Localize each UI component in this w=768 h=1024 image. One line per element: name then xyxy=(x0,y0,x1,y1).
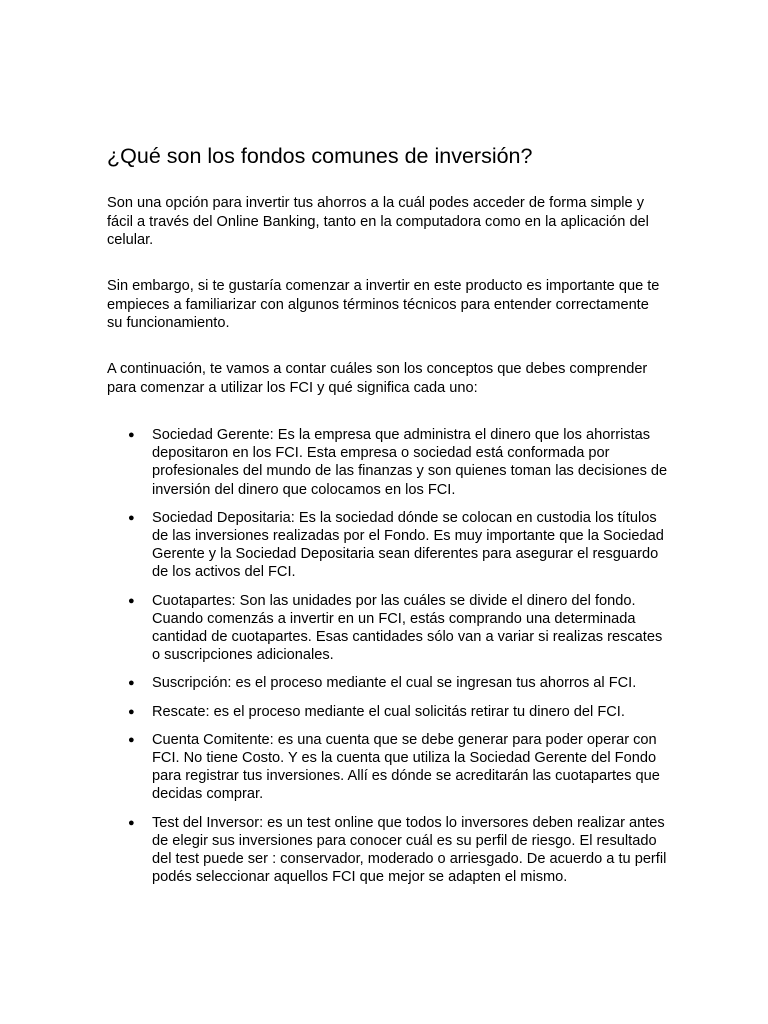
list-item-text: Suscripción: es el proceso mediante el cual se ingresan tus ahorros al FCI. xyxy=(152,675,637,692)
list-item-text: Cuotapartes: Son las unidades por las cuáles se divide el dinero del fondo. Cuando comenzás a invertir en un FCI, estás comprando una determinada cantidad de cuotapartes. Esas cantidades sólo van a variar si realizas rescates o suscripciones adicionales. xyxy=(152,592,663,664)
list-item-cuotapartes xyxy=(128,592,668,665)
bullet-icon: ● xyxy=(128,594,135,607)
bullet-icon: ● xyxy=(128,677,135,690)
list-item-text: Test del Inversor: es un test online que todos lo inversores deben realizar antes de elegir sus inversiones para conocer cuál es su perfil de riesgo. El resultado del test puede ser : conservador, moderado o arriesgado. De acuerdo a tu perfil podés seleccionar aquellos FCI que mejor se adapten el mismo. xyxy=(152,814,667,886)
bullet-icon: ● xyxy=(128,733,135,746)
intro-paragraph: Son una opción para invertir tus ahorros a la cuál podes acceder de forma simple y fácil a través del Online Banking, tanto en la computadora como en la aplicación del celular. xyxy=(107,195,649,248)
list-item-test-del-inversor xyxy=(128,814,668,887)
list-item-text: Sociedad Depositaria: Es la sociedad dónde se colocan en custodia los títulos de las inversiones realizadas por el Fondo. Es muy importante que la Sociedad Gerente y la Sociedad Depositaria sean diferentes para asegurar el resguardo de los activos del FCI. xyxy=(152,509,664,581)
list-item-text: Rescate: es el proceso mediante el cual solicitás retirar tu dinero del FCI. xyxy=(152,703,625,720)
bullet-icon: ● xyxy=(128,429,135,441)
list-item-text: Cuenta Comitente: es una cuenta que se debe generar para poder operar con FCI. No tiene Costo. Y es la cuenta que utiliza la Sociedad Gerente del Fondo para registrar tus inversiones. Allí es dónde se acreditarán las cuotapartes que decidas comprar. xyxy=(152,731,660,803)
list-item-suscripcion xyxy=(128,674,668,692)
terms-list xyxy=(128,426,668,896)
list-item-rescate xyxy=(128,703,668,721)
bullet-icon: ● xyxy=(128,705,135,718)
bullet-icon: ● xyxy=(128,816,135,829)
list-item-sociedad-depositaria xyxy=(128,509,668,582)
page-title: ¿Qué son los fondos comunes de inversión? xyxy=(107,144,533,168)
list-item-cuenta-comitente xyxy=(128,731,668,804)
list-intro-paragraph: A continuación, te vamos a contar cuáles son los conceptos que debes comprender para comenzar a utilizar los FCI y qué significa cada uno: xyxy=(107,361,648,396)
list-item-text: Sociedad Gerente: Es la empresa que administra el dinero que los ahorristas depositaron en los FCI. Esta empresa o sociedad está conformada por profesionales del mundo de las finanzas y son quienes toman las decisiones de inversión del dinero que colocamos en los FCI. xyxy=(152,427,668,498)
list-item-sociedad-gerente xyxy=(128,426,668,499)
bullet-icon: ● xyxy=(128,511,135,524)
context-paragraph: Sin embargo, si te gustaría comenzar a invertir en este producto es importante que te empieces a familiarizar con algunos términos técnicos para entender correctamente su funcionamiento. xyxy=(107,278,660,331)
